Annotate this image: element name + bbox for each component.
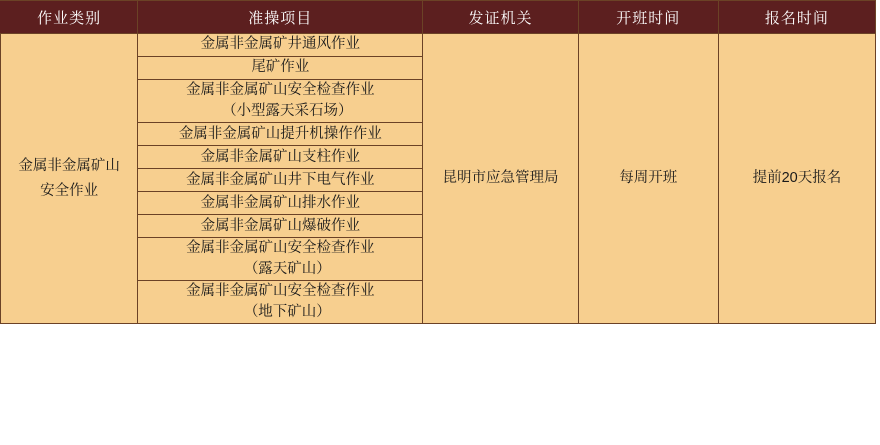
item-line-1: 金属非金属矿井通风作业 (200, 36, 361, 53)
table-header (1, 1, 876, 34)
item-cell (138, 281, 423, 324)
item-cell (138, 34, 423, 57)
item-line-1: 金属非金属矿山安全检查作业 (186, 240, 375, 257)
item-cell (138, 215, 423, 238)
category-cell (1, 34, 138, 324)
item-cell (138, 192, 423, 215)
item-line-1: 金属非金属矿山排水作业 (200, 194, 361, 211)
column-header-class-time: 开班时间 (578, 1, 718, 34)
item-cell (138, 238, 423, 281)
column-header-category: 作业类别 (1, 1, 138, 34)
category-line-1: 金属非金属矿山 (18, 157, 120, 174)
class-time-cell: 每周开班 (578, 34, 718, 324)
column-header-items: 准操项目 (138, 1, 423, 34)
item-cell (138, 146, 423, 169)
item-line-1: 金属非金属矿山爆破作业 (200, 217, 361, 234)
registration-time-cell: 提前20天报名 (718, 34, 875, 324)
item-cell (138, 80, 423, 123)
column-header-authority: 发证机关 (423, 1, 578, 34)
item-line-2: （小型露天采石场） (222, 103, 353, 120)
item-line-1: 金属非金属矿山支柱作业 (200, 148, 361, 165)
item-line-1: 金属非金属矿山安全检查作业 (186, 283, 375, 300)
item-line-1: 金属非金属矿山提升机操作作业 (178, 125, 382, 142)
item-line-2: （露天矿山） (243, 261, 331, 278)
table-header-row (1, 1, 876, 34)
item-cell (138, 123, 423, 146)
item-cell (138, 57, 423, 80)
column-header-registration-time: 报名时间 (718, 1, 875, 34)
category-line-2: 安全作业 (40, 182, 99, 199)
table-row (1, 34, 876, 57)
authority-cell: 昆明市应急管理局 (423, 34, 578, 324)
item-line-1: 金属非金属矿山井下电气作业 (186, 171, 375, 188)
table-body (1, 34, 876, 324)
item-line-2: （地下矿山） (243, 304, 331, 321)
item-cell (138, 169, 423, 192)
item-line-1: 金属非金属矿山安全检查作业 (186, 82, 375, 98)
item-line-1: 尾矿作业 (251, 59, 310, 76)
